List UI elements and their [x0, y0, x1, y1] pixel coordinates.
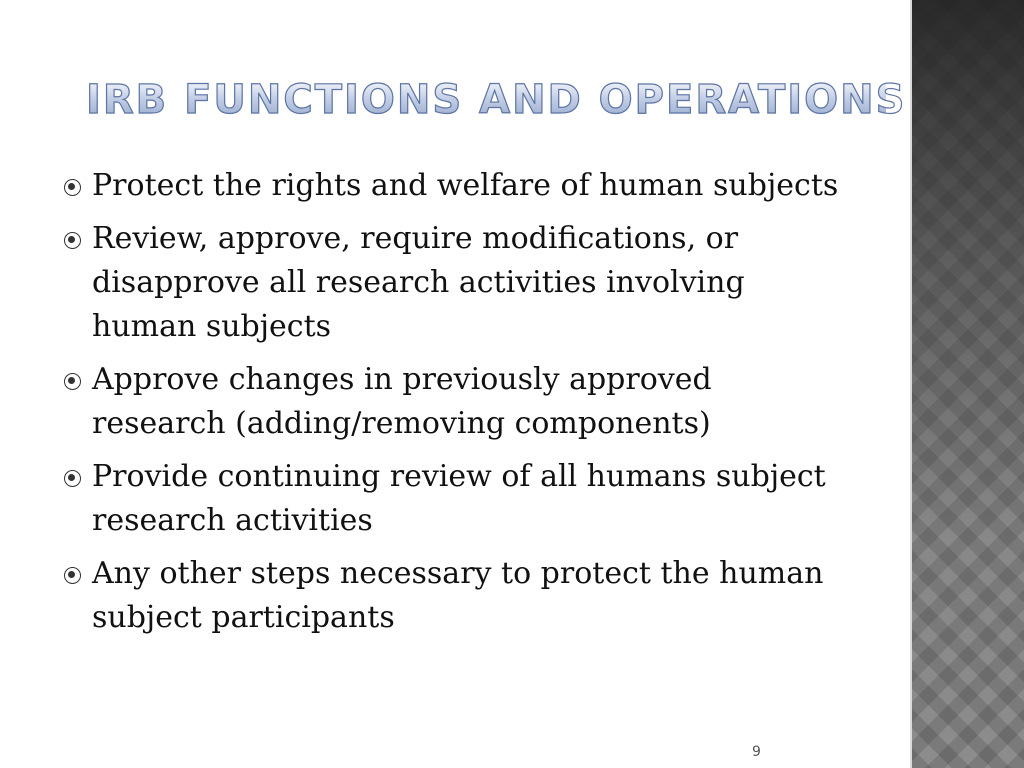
- bullet-text: Approve changes in previously approved research (adding/removing components): [92, 362, 712, 441]
- bullet-list: [62, 164, 842, 649]
- circled-dot-icon: [64, 373, 81, 390]
- circled-dot-icon: [64, 567, 81, 584]
- circled-dot-icon: [64, 470, 81, 487]
- bullet-item: [62, 552, 842, 640]
- circled-dot-icon: [64, 232, 81, 249]
- bullet-text: Any other steps necessary to protect the human subject participants: [92, 556, 824, 635]
- bullet-item: [62, 455, 842, 543]
- circled-dot-icon: [64, 179, 81, 196]
- bullet-text: Provide continuing review of all humans subject research activities: [92, 459, 826, 538]
- slide-title: IRB FUNCTIONS AND OPERATIONS: [86, 77, 907, 123]
- bullet-item: [62, 164, 842, 208]
- bullet-item: [62, 217, 842, 349]
- bullet-item: [62, 358, 842, 446]
- bullet-text: Protect the rights and welfare of human subjects: [92, 168, 839, 203]
- bullet-text: Review, approve, require modifications, or disapprove all research activities involving human subjects: [92, 221, 745, 344]
- decorative-side-panel: [912, 0, 1024, 768]
- page-number: 9: [752, 744, 761, 760]
